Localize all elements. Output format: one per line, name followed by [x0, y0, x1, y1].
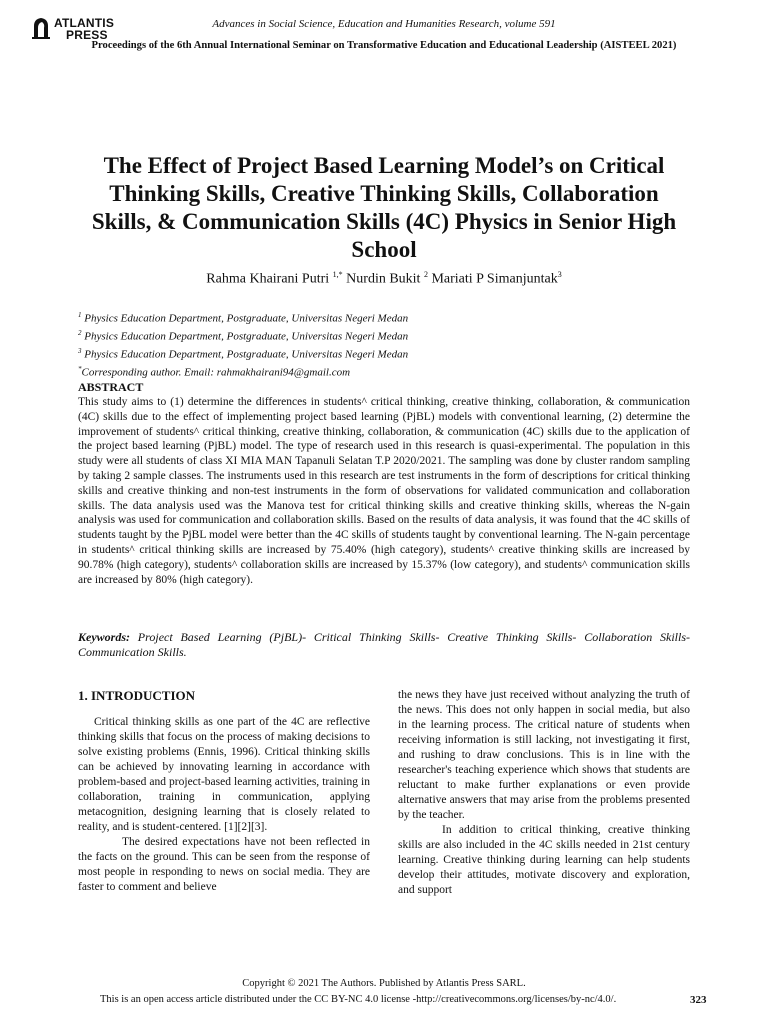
paper-title: The Effect of Project Based Learning Model’s on Critical Thinking Skills, Creative Thinking Skills, Collaboration Skills, & Communication Skills (4C) Physics in Senior High School [91, 153, 677, 262]
author-list [0, 270, 768, 288]
affiliation-line [78, 344, 698, 362]
author-superscript: 2 [423, 270, 428, 279]
proceedings-line: Proceedings of the 6th Annual International Seminar on Transformative Education and Educational Leadership (AISTEEL 2021) [91, 40, 677, 51]
affiliation-line [78, 362, 698, 380]
logo-word-press: PRESS [66, 28, 108, 42]
column-left [78, 715, 370, 895]
keywords-label: Keywords: [78, 630, 130, 644]
page-number: 323 [690, 994, 707, 1006]
paragraph: The desired expectations have not been reflected in the facts on the ground. This can be seen from the response of most people in responding to news on social media. They are faster to comment and believe [78, 836, 370, 893]
copyright-notice: Copyright © 2021 The Authors. Published by Atlantis Press SARL. [242, 978, 526, 989]
author-name: Mariati P Simanjuntak [427, 271, 558, 287]
affiliation-line [78, 326, 698, 344]
affiliation-text: Physics Education Department, Postgraduate, Universitas Negeri Medan [81, 348, 409, 361]
column-right [398, 688, 690, 898]
affiliation-line [78, 308, 698, 326]
affiliation-sup: * [78, 365, 82, 374]
author-name: Rahma Khairani Putri [206, 271, 333, 287]
logo-word-atlantis: ATLANTIS [54, 16, 115, 30]
affiliation-text: Physics Education Department, Postgraduate, Universitas Negeri Medan [81, 330, 409, 343]
license-notice: This is an open access article distributed under the CC BY-NC 4.0 license -http://creativecommons.org/licenses/by-nc/4.0/. [100, 994, 617, 1005]
paragraph: the news they have just received without analyzing the truth of the news. This does not only happen in social media, but also in the learning process. The critical nature of students when receiving information is still lacking, not investigating it first, and rushing to draw conclusions. This is in line with the researcher's teaching experience which shows that students are reluctant to make further explanations or even provide alternative answers that may arise from the problems presented by the teacher. [398, 689, 690, 821]
paragraph: In addition to critical thinking, creative thinking skills are also included in the 4C skills needed in 21st century learning. Creative thinking during learning can help students develop their attitudes, motivate discovery and exploration, and support [398, 824, 690, 896]
keywords-text: Project Based Learning (PjBL)- Critical Thinking Skills- Creative Thinking Skills- Collaboration Skills- Communication Skills. [78, 630, 690, 659]
journal-line: Advances in Social Science, Education and Humanities Research, volume 591 [212, 18, 556, 30]
paragraph: Critical thinking skills as one part of the 4C are reflective thinking skills that focus on the process of making decisions to solve existing problems (Ennis, 1996). Critical thinking skills can be achieved by innovating learning in accordance with problem-based and project-based learning activities, training in collaboration, training in communication, applying metacognition, designing learning that is closely related to reality, and is student-centered. [1][2][3]. [78, 716, 370, 833]
affiliation-sup: 2 [78, 329, 82, 338]
keywords [78, 630, 690, 660]
affiliation-sup: 1 [78, 311, 82, 319]
affiliations [78, 308, 698, 381]
author-superscript: 1,* [332, 270, 343, 279]
abstract-heading: ABSTRACT [78, 380, 144, 394]
section-heading-introduction: 1. INTRODUCTION [78, 688, 196, 703]
affiliation-text: Physics Education Department, Postgraduate, Universitas Negeri Medan [81, 312, 409, 325]
author-name: Nurdin Bukit [342, 271, 424, 287]
abstract-body: This study aims to (1) determine the differences in students^ critical thinking, creative thinking, collaboration, & communication (4C) skills due to the effect of implementing project based learning (PjBL) models with conventional learning, (2) determine the improvement of students^ critical thinking, creative thinking, collaboration, & communication (4C) skills due to the application of the project based learning (PjBL) model. The type of research used in this research is quasi-experimental. The population in this study were all students of class XI MIA MAN Tapanuli Selatan T.P 2020/2021. The sampling was done by cluster random sampling by taking 2 sample classes. The instruments used in this research are test instruments in the form of descriptions for critical thinking skills and creative thinking and non-test instruments in the form of observations for validated communication and collaboration skills. The data analysis used was the Manova test for critical thinking skills and creative thinking skills, whereas the N-gain analysis was used for communication and collaboration skills. Based on the results of data analysis, it was found that the 4C skills of students taught by the PjBL model were better than the 4C skills of students taught by conventional learning. The N-gain percentage in students^ critical thinking skills are increased by 75.40% (high category), students^ creative thinking skills are increased by 90.78% (high category), students^ collaboration skills are increased by 15.37% (low category), and students^ communication skills are increased by 80% (high category). [78, 396, 690, 586]
corresponding-author: Corresponding author. Email: rahmakhairani94@gmail.com [81, 367, 351, 380]
author-superscript: 3 [557, 270, 562, 279]
affiliation-sup: 3 [78, 347, 82, 356]
